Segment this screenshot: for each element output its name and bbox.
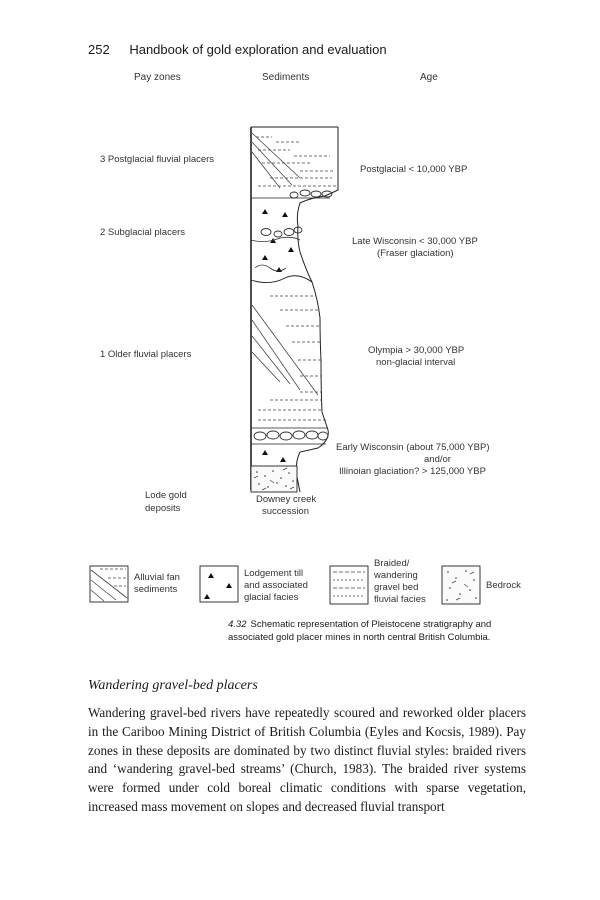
legend-braided-1: Braided/	[374, 558, 410, 569]
age-and-or: and/or	[424, 454, 451, 465]
legend-till-3: glacial facies	[244, 592, 299, 603]
legend-alluvial-fan-2: sediments	[134, 584, 178, 595]
header-sediments: Sediments	[262, 72, 310, 83]
legend-bedrock: Bedrock	[486, 580, 521, 591]
body-paragraph: Wandering gravel-bed rivers have repeatedly scoured and reworked older placers in the Cariboo Mining District of British Columbia (Eyles and Kocsis, 1989). Pay zones in these deposits are dominated by two distinct fluvial styles: braided rivers and ‘wandering gravel-bed streams’ (Church, 1983). The braided river systems were formed under cold boreal climatic conditions with sparse vegetation, increased mass movement on slopes and decreased fluvial transport	[88, 705, 526, 814]
pay-zone-2: 2 Subglacial placers	[100, 227, 186, 238]
legend-braided-3: gravel bed	[374, 582, 419, 593]
age-olympia: Olympia > 30,000 YBP	[368, 345, 465, 356]
age-fraser: (Fraser glaciation)	[377, 248, 454, 259]
pay-zone-3: 3 Postglacial fluvial placers	[100, 154, 215, 165]
page-number: 252	[88, 42, 110, 57]
legend-till-1: Lodgement till	[244, 568, 304, 579]
legend-till-2: and associated	[244, 580, 308, 591]
age-early-wisconsin: Early Wisconsin (about 75,000 YBP)	[336, 442, 490, 453]
age-late-wisconsin: Late Wisconsin < 30,000 YBP	[352, 236, 478, 247]
pay-zone-1: 1 Older fluvial placers	[100, 349, 192, 360]
lode-deposits-label: deposits	[145, 503, 181, 514]
header-age: Age	[420, 72, 438, 83]
age-non-glacial: non-glacial interval	[376, 357, 456, 368]
sediment-column	[251, 127, 338, 492]
lode-gold-label: Lode gold	[145, 490, 187, 501]
legend-braided-2: wandering	[374, 570, 418, 581]
legend	[90, 558, 521, 605]
book-title: Handbook of gold exploration and evaluation	[129, 42, 387, 57]
legend-alluvial-fan-1: Alluvial fan	[134, 572, 180, 583]
figure-caption	[228, 618, 528, 644]
legend-braided-4: fluvial facies	[374, 594, 426, 605]
succession-label-2: succession	[262, 506, 309, 517]
header-pay-zones: Pay zones	[134, 72, 181, 83]
age-postglacial: Postglacial < 10,000 YBP	[360, 164, 468, 175]
succession-label-1: Downey creek	[256, 494, 317, 505]
caption-number: 4.32	[228, 619, 247, 630]
section-heading: Wandering gravel-bed placers	[88, 678, 258, 693]
caption-text: Schematic representation of Pleistocene stratigraphy and associated gold placer mines in north central British Columbia.	[228, 619, 492, 643]
age-illinoian: Illinoian glaciation? > 125,000 YBP	[339, 466, 486, 477]
